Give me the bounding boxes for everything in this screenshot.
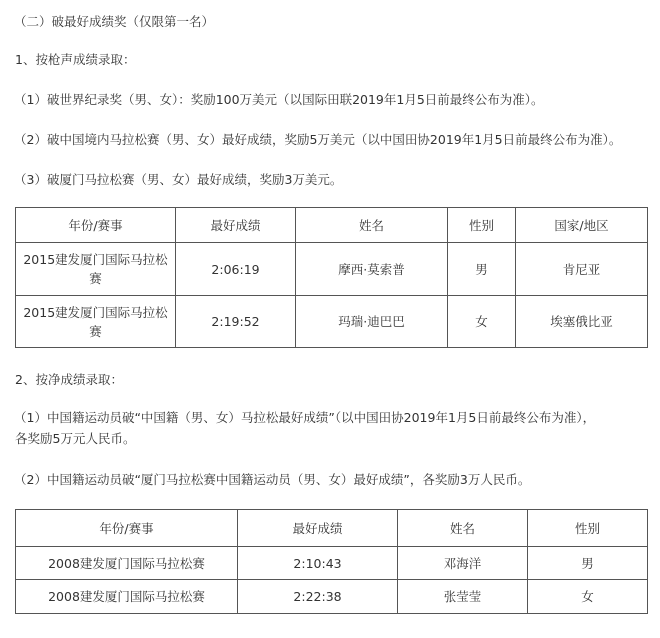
header-cell: 姓名 <box>296 208 448 243</box>
section-heading: （二）破最好成绩奖（仅限第一名） <box>14 14 215 29</box>
records-table-net-time <box>15 509 648 614</box>
header-cell: 年份/赛事 <box>16 208 176 243</box>
event-cell: 2015建发厦门国际马拉松赛 <box>16 296 176 348</box>
award-item: （3）破厦门马拉松赛（男、女）最好成绩，奖励3万美元。 <box>14 172 343 187</box>
header-cell: 年份/赛事 <box>16 510 238 547</box>
header-cell: 最好成绩 <box>238 510 398 547</box>
name-cell: 邓海洋 <box>398 547 528 580</box>
award-item-continued: 各奖励5万元人民币。 <box>15 431 136 446</box>
time-cell: 2:19:52 <box>176 296 296 348</box>
table-row <box>16 296 648 348</box>
table-row <box>16 547 648 580</box>
header-cell: 国家/地区 <box>516 208 648 243</box>
header-cell: 姓名 <box>398 510 528 547</box>
name-cell: 摩西·莫索普 <box>296 243 448 296</box>
gender-cell: 女 <box>528 580 648 614</box>
header-cell: 最好成绩 <box>176 208 296 243</box>
table-row <box>16 243 648 296</box>
event-cell: 2008建发厦门国际马拉松赛 <box>16 580 238 614</box>
time-cell: 2:06:19 <box>176 243 296 296</box>
time-cell: 2:22:38 <box>238 580 398 614</box>
gender-cell: 男 <box>448 243 516 296</box>
award-item: （1）中国籍运动员破“中国籍（男、女）马拉松最好成绩”（以中国田协2019年1月5日前最终公布为准）， <box>14 410 596 425</box>
header-cell: 性别 <box>448 208 516 243</box>
records-table-gun-time <box>15 207 648 348</box>
gender-cell: 女 <box>448 296 516 348</box>
award-item: （2）破中国境内马拉松赛（男、女）最好成绩，奖励5万美元（以中国田协2019年1月5日前最终公布为准）。 <box>14 132 622 147</box>
event-cell: 2015建发厦门国际马拉松赛 <box>16 243 176 296</box>
table-header-row <box>16 510 648 547</box>
name-cell: 玛瑞·迪巴巴 <box>296 296 448 348</box>
event-cell: 2008建发厦门国际马拉松赛 <box>16 547 238 580</box>
section2-title: 2、按净成绩录取： <box>15 372 123 387</box>
award-item: （1）破世界纪录奖（男、女）：奖励100万美元（以国际田联2019年1月5日前最终公布为准）。 <box>14 92 544 107</box>
table-row <box>16 580 648 614</box>
header-cell: 性别 <box>528 510 648 547</box>
gender-cell: 男 <box>528 547 648 580</box>
name-cell: 张莹莹 <box>398 580 528 614</box>
award-item: （2）中国籍运动员破“厦门马拉松赛中国籍运动员（男、女）最好成绩”，各奖励3万人民币。 <box>14 472 531 487</box>
country-cell: 埃塞俄比亚 <box>516 296 648 348</box>
time-cell: 2:10:43 <box>238 547 398 580</box>
section1-title: 1、按枪声成绩录取： <box>15 52 136 67</box>
table-header-row <box>16 208 648 243</box>
country-cell: 肯尼亚 <box>516 243 648 296</box>
